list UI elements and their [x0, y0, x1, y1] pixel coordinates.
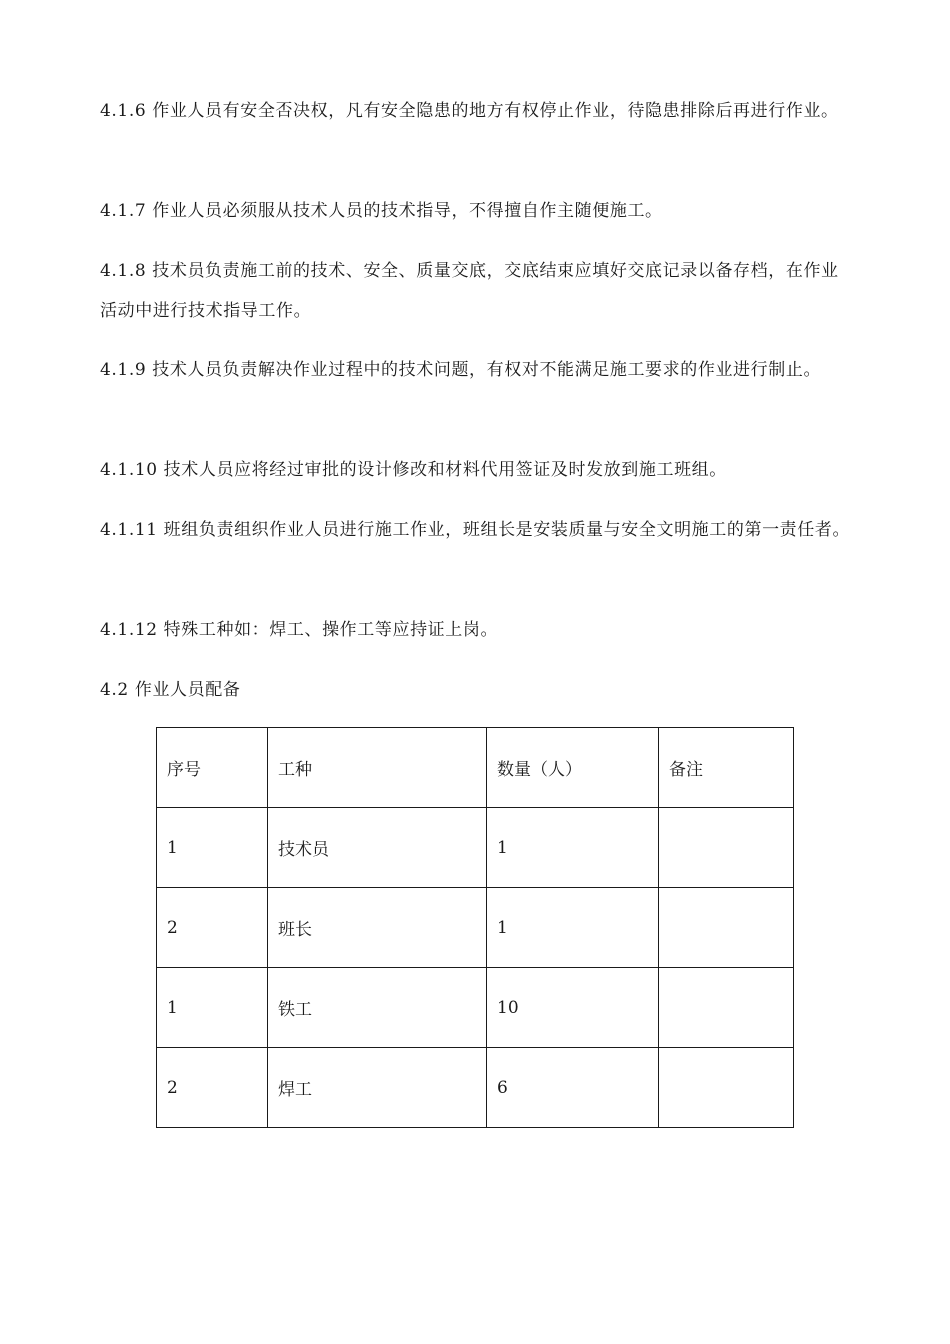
cell-remarks — [659, 1048, 794, 1128]
cell-remarks — [659, 968, 794, 1048]
header-remarks: 备注 — [659, 728, 794, 808]
cell-quantity: 1 — [487, 808, 659, 888]
staff-table — [156, 727, 794, 1128]
header-serial: 序号 — [157, 728, 268, 808]
paragraph-4-1-8: 4.1.8 技术员负责施工前的技术、安全、质量交底，交底结束应填好交底记录以备存档，在作业活动中进行技术指导工作。 — [100, 261, 839, 321]
cell-trade: 班长 — [268, 888, 487, 968]
cell-trade: 技术员 — [268, 808, 487, 888]
table-row — [157, 888, 794, 968]
paragraph-4-1-10: 4.1.10 技术人员应将经过审批的设计修改和材料代用签证及时发放到施工班组。 — [100, 460, 727, 480]
cell-quantity: 1 — [487, 888, 659, 968]
paragraph-4-1-9: 4.1.9 技术人员负责解决作业过程中的技术问题，有权对不能满足施工要求的作业进行制止。 — [100, 360, 822, 380]
paragraph-4-1-6: 4.1.6 作业人员有安全否决权，凡有安全隐患的地方有权停止作业，待隐患排除后再进行作业。 — [100, 101, 839, 121]
table-row — [157, 968, 794, 1048]
table-header-row — [157, 728, 794, 808]
header-trade: 工种 — [268, 728, 487, 808]
section-heading-4-2: 4.2 作业人员配备 — [100, 680, 241, 700]
cell-serial: 1 — [157, 968, 268, 1048]
table-row — [157, 808, 794, 888]
cell-serial: 2 — [157, 888, 268, 968]
header-quantity: 数量（人） — [487, 728, 659, 808]
cell-trade: 铁工 — [268, 968, 487, 1048]
cell-trade: 焊工 — [268, 1048, 487, 1128]
cell-quantity: 6 — [487, 1048, 659, 1128]
paragraph-4-1-11: 4.1.11 班组负责组织作业人员进行施工作业，班组长是安装质量与安全文明施工的第一责任者。 — [100, 520, 851, 540]
cell-remarks — [659, 808, 794, 888]
paragraph-4-1-7: 4.1.7 作业人员必须服从技术人员的技术指导，不得擅自作主随便施工。 — [100, 201, 663, 221]
paragraph-4-1-12: 4.1.12 特殊工种如：焊工、操作工等应持证上岗。 — [100, 620, 499, 640]
cell-serial: 2 — [157, 1048, 268, 1128]
table-row — [157, 1048, 794, 1128]
cell-remarks — [659, 888, 794, 968]
cell-serial: 1 — [157, 808, 268, 888]
cell-quantity: 10 — [487, 968, 659, 1048]
